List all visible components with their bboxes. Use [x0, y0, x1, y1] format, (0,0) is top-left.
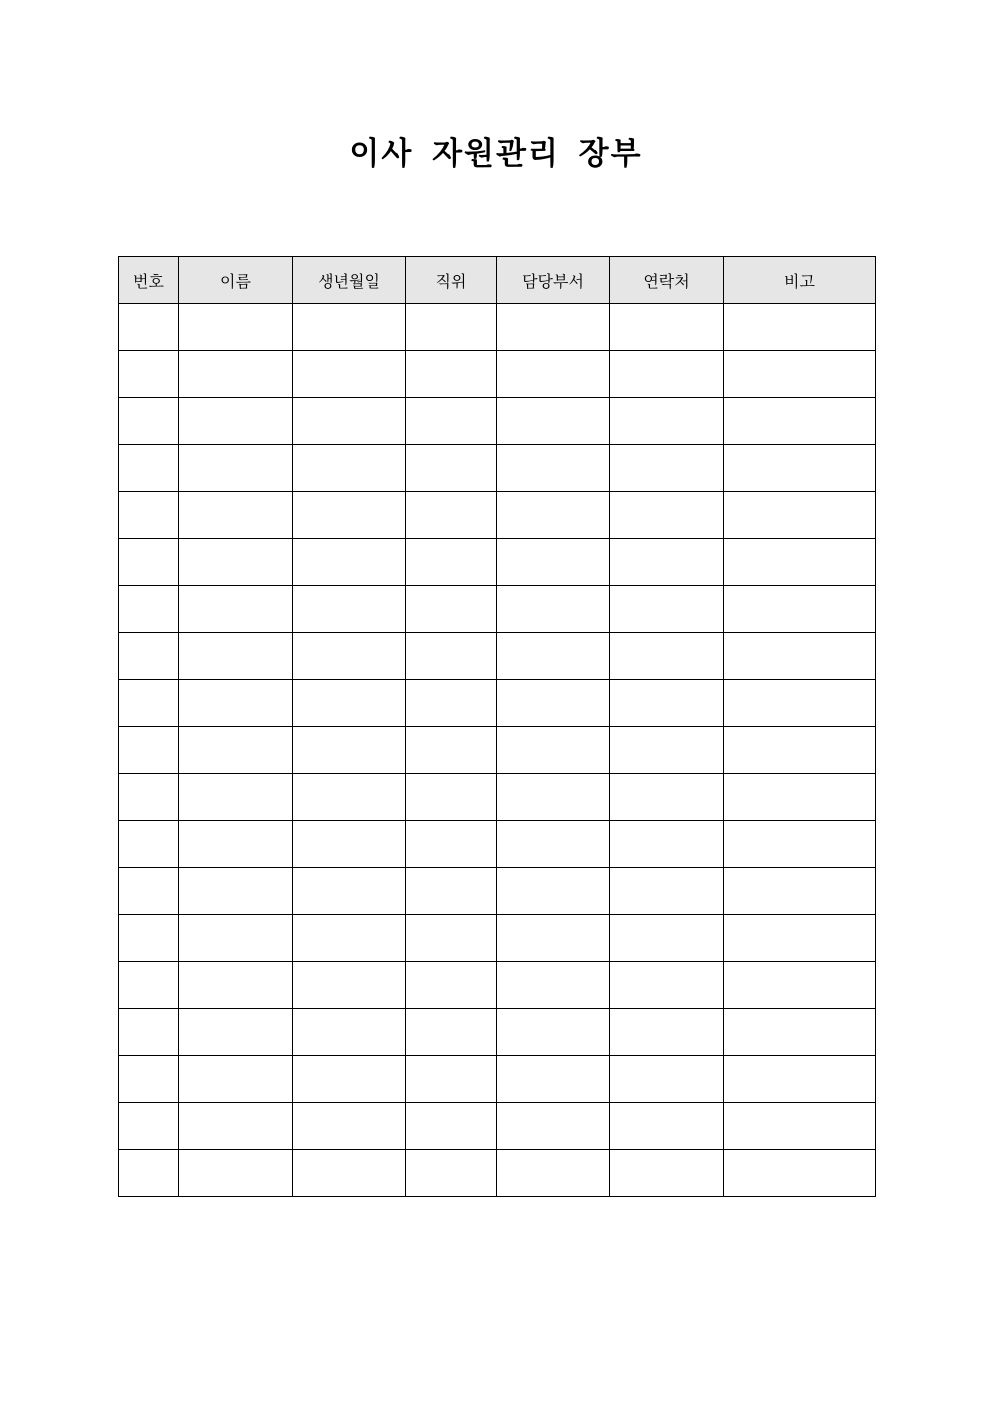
table-row [119, 774, 876, 821]
table-cell [497, 539, 610, 586]
table-cell [179, 774, 293, 821]
column-header-name: 이름 [179, 257, 293, 304]
table-cell [724, 821, 876, 868]
table-cell [406, 821, 497, 868]
table-cell [293, 962, 406, 1009]
table-cell [179, 821, 293, 868]
table-cell [179, 915, 293, 962]
table-cell [179, 492, 293, 539]
table-cell [179, 586, 293, 633]
table-cell [497, 1150, 610, 1197]
table-row [119, 1103, 876, 1150]
table-cell [724, 727, 876, 774]
table-cell [179, 727, 293, 774]
column-header-birthdate: 생년월일 [293, 257, 406, 304]
table-cell [293, 1150, 406, 1197]
table-cell [497, 445, 610, 492]
column-header-number: 번호 [119, 257, 179, 304]
table-cell [179, 1056, 293, 1103]
table-cell [406, 727, 497, 774]
table-row [119, 1056, 876, 1103]
table-cell [406, 915, 497, 962]
table-cell [406, 774, 497, 821]
table-cell [406, 962, 497, 1009]
table-cell [119, 1009, 179, 1056]
table-cell [293, 1103, 406, 1150]
table-cell [610, 1150, 724, 1197]
table-cell [119, 1150, 179, 1197]
table-cell [119, 492, 179, 539]
table-cell [497, 680, 610, 727]
table-cell [406, 680, 497, 727]
table-row [119, 915, 876, 962]
table-row [119, 680, 876, 727]
table-cell [724, 915, 876, 962]
table-cell [610, 821, 724, 868]
table-row [119, 1009, 876, 1056]
table-cell [497, 304, 610, 351]
table-row [119, 351, 876, 398]
header-row [119, 257, 876, 304]
table-cell [406, 445, 497, 492]
table-cell [497, 868, 610, 915]
table-cell [406, 539, 497, 586]
table-row [119, 821, 876, 868]
table-cell [610, 774, 724, 821]
table-cell [293, 304, 406, 351]
table-cell [179, 962, 293, 1009]
table-cell [406, 633, 497, 680]
table-cell [610, 1056, 724, 1103]
table-cell [406, 1150, 497, 1197]
table-cell [724, 1103, 876, 1150]
table-cell [119, 821, 179, 868]
table-cell [497, 1103, 610, 1150]
table-cell [119, 868, 179, 915]
table-cell [497, 774, 610, 821]
table-cell [610, 539, 724, 586]
table-row [119, 868, 876, 915]
table-cell [406, 351, 497, 398]
table-cell [497, 492, 610, 539]
column-header-department: 담당부서 [497, 257, 610, 304]
table-cell [724, 774, 876, 821]
table-cell [179, 633, 293, 680]
table-cell [406, 492, 497, 539]
table-cell [497, 962, 610, 1009]
table-cell [179, 445, 293, 492]
table-cell [406, 1009, 497, 1056]
table-cell [179, 680, 293, 727]
table-cell [293, 915, 406, 962]
table-cell [497, 821, 610, 868]
table-cell [610, 304, 724, 351]
table-cell [179, 539, 293, 586]
table-cell [406, 398, 497, 445]
table-row [119, 304, 876, 351]
table-cell [724, 586, 876, 633]
table-row [119, 962, 876, 1009]
table-cell [610, 915, 724, 962]
table-cell [293, 1009, 406, 1056]
table-cell [406, 586, 497, 633]
table-cell [119, 445, 179, 492]
table-cell [293, 351, 406, 398]
table-cell [610, 398, 724, 445]
column-header-remarks: 비고 [724, 257, 876, 304]
table-cell [610, 492, 724, 539]
table-cell [179, 1103, 293, 1150]
table-cell [119, 680, 179, 727]
table-cell [293, 633, 406, 680]
table-cell [179, 398, 293, 445]
table-row [119, 492, 876, 539]
table-cell [293, 727, 406, 774]
table-cell [610, 868, 724, 915]
table-cell [119, 633, 179, 680]
table-cell [293, 539, 406, 586]
table-cell [497, 1056, 610, 1103]
table-cell [293, 1056, 406, 1103]
table-cell [610, 633, 724, 680]
table-cell [724, 680, 876, 727]
table-cell [179, 868, 293, 915]
table-row [119, 398, 876, 445]
table-cell [179, 351, 293, 398]
table-cell [610, 586, 724, 633]
table-cell [119, 915, 179, 962]
table-row [119, 586, 876, 633]
table-row [119, 1150, 876, 1197]
table-cell [724, 304, 876, 351]
table-cell [179, 1009, 293, 1056]
table-cell [497, 586, 610, 633]
table-cell [119, 1056, 179, 1103]
table-cell [724, 1150, 876, 1197]
table-cell [119, 351, 179, 398]
table-cell [293, 586, 406, 633]
table-cell [724, 398, 876, 445]
table-cell [610, 680, 724, 727]
table-row [119, 445, 876, 492]
table-body [119, 304, 876, 1197]
table-cell [610, 727, 724, 774]
table-cell [119, 398, 179, 445]
table-cell [497, 351, 610, 398]
table-cell [724, 351, 876, 398]
table-cell [610, 351, 724, 398]
table-cell [724, 539, 876, 586]
table-cell [119, 539, 179, 586]
table-cell [406, 1056, 497, 1103]
resource-ledger-table [118, 256, 876, 1197]
table-row [119, 633, 876, 680]
table-cell [724, 962, 876, 1009]
table-cell [119, 1103, 179, 1150]
table-cell [293, 774, 406, 821]
column-header-position: 직위 [406, 257, 497, 304]
column-header-contact: 연락처 [610, 257, 724, 304]
table-cell [293, 398, 406, 445]
table-cell [406, 1103, 497, 1150]
table-cell [293, 868, 406, 915]
table-cell [293, 680, 406, 727]
table-cell [610, 1103, 724, 1150]
table-cell [610, 1009, 724, 1056]
table-cell [293, 445, 406, 492]
table-cell [610, 962, 724, 1009]
table-cell [293, 821, 406, 868]
page-title: 이사 자원관리 장부 [349, 136, 643, 172]
table-cell [724, 868, 876, 915]
table-cell [497, 1009, 610, 1056]
table-cell [179, 1150, 293, 1197]
table-cell [179, 304, 293, 351]
table-cell [724, 1009, 876, 1056]
table-cell [406, 868, 497, 915]
table-cell [497, 398, 610, 445]
table-cell [724, 492, 876, 539]
table-cell [610, 445, 724, 492]
table-cell [497, 915, 610, 962]
table-cell [497, 633, 610, 680]
table-row [119, 539, 876, 586]
table-cell [119, 962, 179, 1009]
table-cell [119, 774, 179, 821]
table-cell [724, 633, 876, 680]
table-cell [293, 492, 406, 539]
table-cell [497, 727, 610, 774]
table-cell [406, 304, 497, 351]
table-cell [724, 1056, 876, 1103]
table-cell [119, 304, 179, 351]
table-cell [119, 727, 179, 774]
table-cell [724, 445, 876, 492]
table-row [119, 727, 876, 774]
table-cell [119, 586, 179, 633]
